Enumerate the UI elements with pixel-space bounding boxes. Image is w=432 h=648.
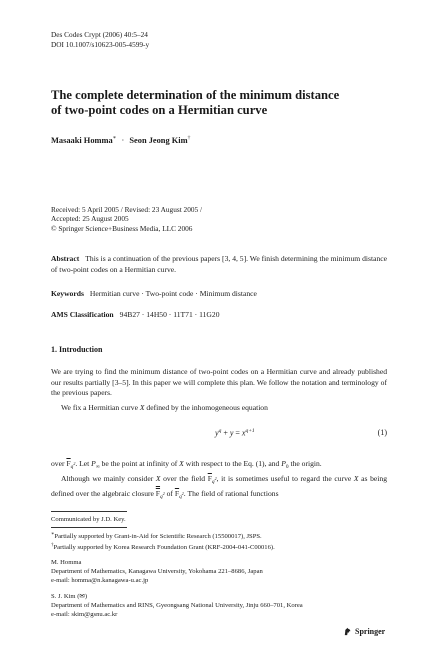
eq-y1: y bbox=[215, 428, 219, 438]
author-separator: · bbox=[121, 135, 125, 145]
intro-paragraph-1: We are trying to find the minimum distance of two-point codes on a Hermitian curve and already published our results partially [3–5]. In this paper we will complete this plan. We follow the notation and terminology of the previous papers. bbox=[51, 367, 387, 398]
keywords-label: Keywords bbox=[51, 289, 84, 298]
f4-sub-q: q bbox=[179, 494, 182, 500]
f2-sub-q: q bbox=[211, 479, 215, 485]
equation-1 bbox=[51, 428, 387, 442]
p3-t8: , it is sometimes useful to regard the curve bbox=[216, 474, 354, 483]
eq-plus: + bbox=[221, 428, 230, 438]
author2-footnote-mark: † bbox=[187, 135, 191, 141]
footnotes bbox=[51, 531, 387, 553]
footnote-2-mark: † bbox=[51, 542, 54, 548]
p3-t7: over the field bbox=[160, 474, 208, 483]
ams-classification bbox=[51, 310, 387, 319]
eq-exp-q: q bbox=[218, 428, 222, 434]
author-list bbox=[51, 135, 387, 145]
journal-citation: Des Codes Crypt (2006) 40:5–24 bbox=[51, 30, 148, 39]
author-homma: Masaaki Homma bbox=[51, 135, 113, 145]
point-p0: P bbox=[281, 459, 286, 468]
curve-x-1: X bbox=[179, 459, 184, 468]
curve-x-3: X bbox=[353, 474, 359, 483]
received-revised: Received: 5 April 2005 / Revised: 23 August 2005 / bbox=[51, 205, 202, 214]
f1-sub-q: q bbox=[70, 464, 74, 470]
title-line-1: The complete determination of the minimum distance bbox=[51, 88, 340, 102]
f1-sub-exp: 2 bbox=[73, 461, 76, 467]
affiliation-1-dept: Department of Mathematics, Kanagawa University, Yokohama 221–8686, Japan bbox=[51, 567, 263, 575]
equation-number: (1) bbox=[377, 428, 387, 437]
footnote-divider-2 bbox=[51, 527, 127, 528]
p2-text-a: We fix a Hermitian curve bbox=[61, 403, 140, 412]
p3-t11: . The field of rational functions bbox=[183, 489, 279, 498]
eq-exp-q-plus-1: q+1 bbox=[245, 428, 255, 434]
equation-expression bbox=[215, 428, 255, 438]
affiliation-kim bbox=[51, 593, 387, 619]
eq-y2: y bbox=[229, 428, 234, 438]
affiliation-2-name: S. J. Kim (✉) bbox=[51, 593, 88, 600]
intro-paragraph-2 bbox=[51, 403, 387, 414]
ams-label: AMS Classification bbox=[51, 310, 114, 319]
publication-dates bbox=[51, 205, 387, 233]
field-f4: $\overline{F}$ bbox=[174, 489, 180, 498]
publisher-name: Springer bbox=[355, 627, 386, 636]
springer-horse-icon bbox=[343, 627, 352, 636]
eq-equals: = bbox=[233, 428, 242, 438]
p2-text-b: defined by the inhomogeneous equation bbox=[144, 403, 268, 412]
point-p-inf: P bbox=[91, 459, 96, 468]
intro-paragraph-3 bbox=[51, 458, 387, 503]
p3-t10: of bbox=[164, 489, 175, 498]
curve-x-2: X bbox=[155, 474, 161, 483]
f3-sub-exp: 2 bbox=[162, 491, 165, 497]
footnote-divider-1 bbox=[51, 511, 127, 512]
footnote-2-text: Partially supported by Korea Research Foundation Grant (KRF-2004-041-C00016). bbox=[53, 544, 275, 552]
affiliation-1-email: e-mail: homma@n.kanagawa-u.ac.jp bbox=[51, 576, 149, 584]
p3-t9: as being defined over the algebraic closure bbox=[51, 474, 388, 498]
p0-sub: 0 bbox=[285, 464, 289, 470]
p3-t4: with respect to the Eq. (1), and bbox=[183, 459, 282, 468]
ams-codes: 94B27 · 14H50 · 11T71 · 11G20 bbox=[119, 310, 220, 319]
p3-t2: . Let bbox=[75, 459, 92, 468]
abstract-label: Abstract bbox=[51, 254, 80, 263]
p3-t6: Although we mainly consider bbox=[61, 474, 156, 483]
f3-sub-q: q bbox=[160, 494, 163, 500]
publisher-logo bbox=[343, 627, 385, 636]
paper-title bbox=[51, 88, 387, 118]
field-f1: $\overline{F}$ bbox=[66, 459, 71, 468]
journal-reference bbox=[51, 30, 387, 49]
doi: DOI 10.1007/s10623-005-4599-y bbox=[51, 39, 150, 49]
title-line-2: of two-point codes on a Hermitian curve bbox=[51, 103, 268, 117]
p3-t5: the origin. bbox=[288, 459, 322, 468]
f4-sub-exp: 2 bbox=[181, 491, 184, 497]
author1-footnote-mark: ∗ bbox=[112, 135, 117, 141]
f2-sub-exp: 2 bbox=[214, 476, 217, 482]
footnote-1-mark: ∗ bbox=[51, 532, 55, 537]
field-f2: $\overline{F}$ bbox=[207, 474, 212, 483]
abstract-text: This is a continuation of the previous papers [3, 4, 5]. We finish determining the minimum distance of two-point codes on a Hermitian curve. bbox=[51, 254, 387, 274]
affiliation-2-dept: Department of Mathematics and RINS, Gyeongsang National University, Jinju 660–701, Korea bbox=[51, 601, 303, 609]
p-inf-sub: ∞ bbox=[95, 464, 100, 470]
author-kim: Seon Jeong Kim bbox=[129, 135, 188, 145]
curve-variable: X bbox=[139, 403, 145, 412]
communicated-by: Communicated by J.D. Key. bbox=[51, 516, 126, 523]
keywords bbox=[51, 289, 387, 298]
affiliation-homma bbox=[51, 559, 387, 585]
affiliation-2-email: e-mail: skim@gsnu.ac.kr bbox=[51, 610, 118, 618]
section-heading: 1. Introduction bbox=[51, 345, 103, 354]
footnote-1-text: Partially supported by Grant-in-Aid for Scientific Research (15500017), JSPS. bbox=[54, 533, 262, 541]
footnote-2 bbox=[51, 542, 387, 553]
p3-t3: be the point at infinity of bbox=[99, 459, 180, 468]
accepted: Accepted: 25 August 2005 bbox=[51, 214, 129, 224]
field-f3-closure: F bbox=[155, 489, 161, 498]
copyright: © Springer Science+Business Media, LLC 2006 bbox=[51, 223, 193, 233]
eq-x: x bbox=[241, 428, 246, 438]
footnote-1 bbox=[51, 531, 387, 542]
p3-t1: over bbox=[51, 459, 67, 468]
keywords-text: Hermitian curve · Two-point code · Minimum distance bbox=[89, 289, 257, 298]
affiliation-1-name: M. Homma bbox=[51, 559, 82, 566]
abstract bbox=[51, 254, 387, 275]
